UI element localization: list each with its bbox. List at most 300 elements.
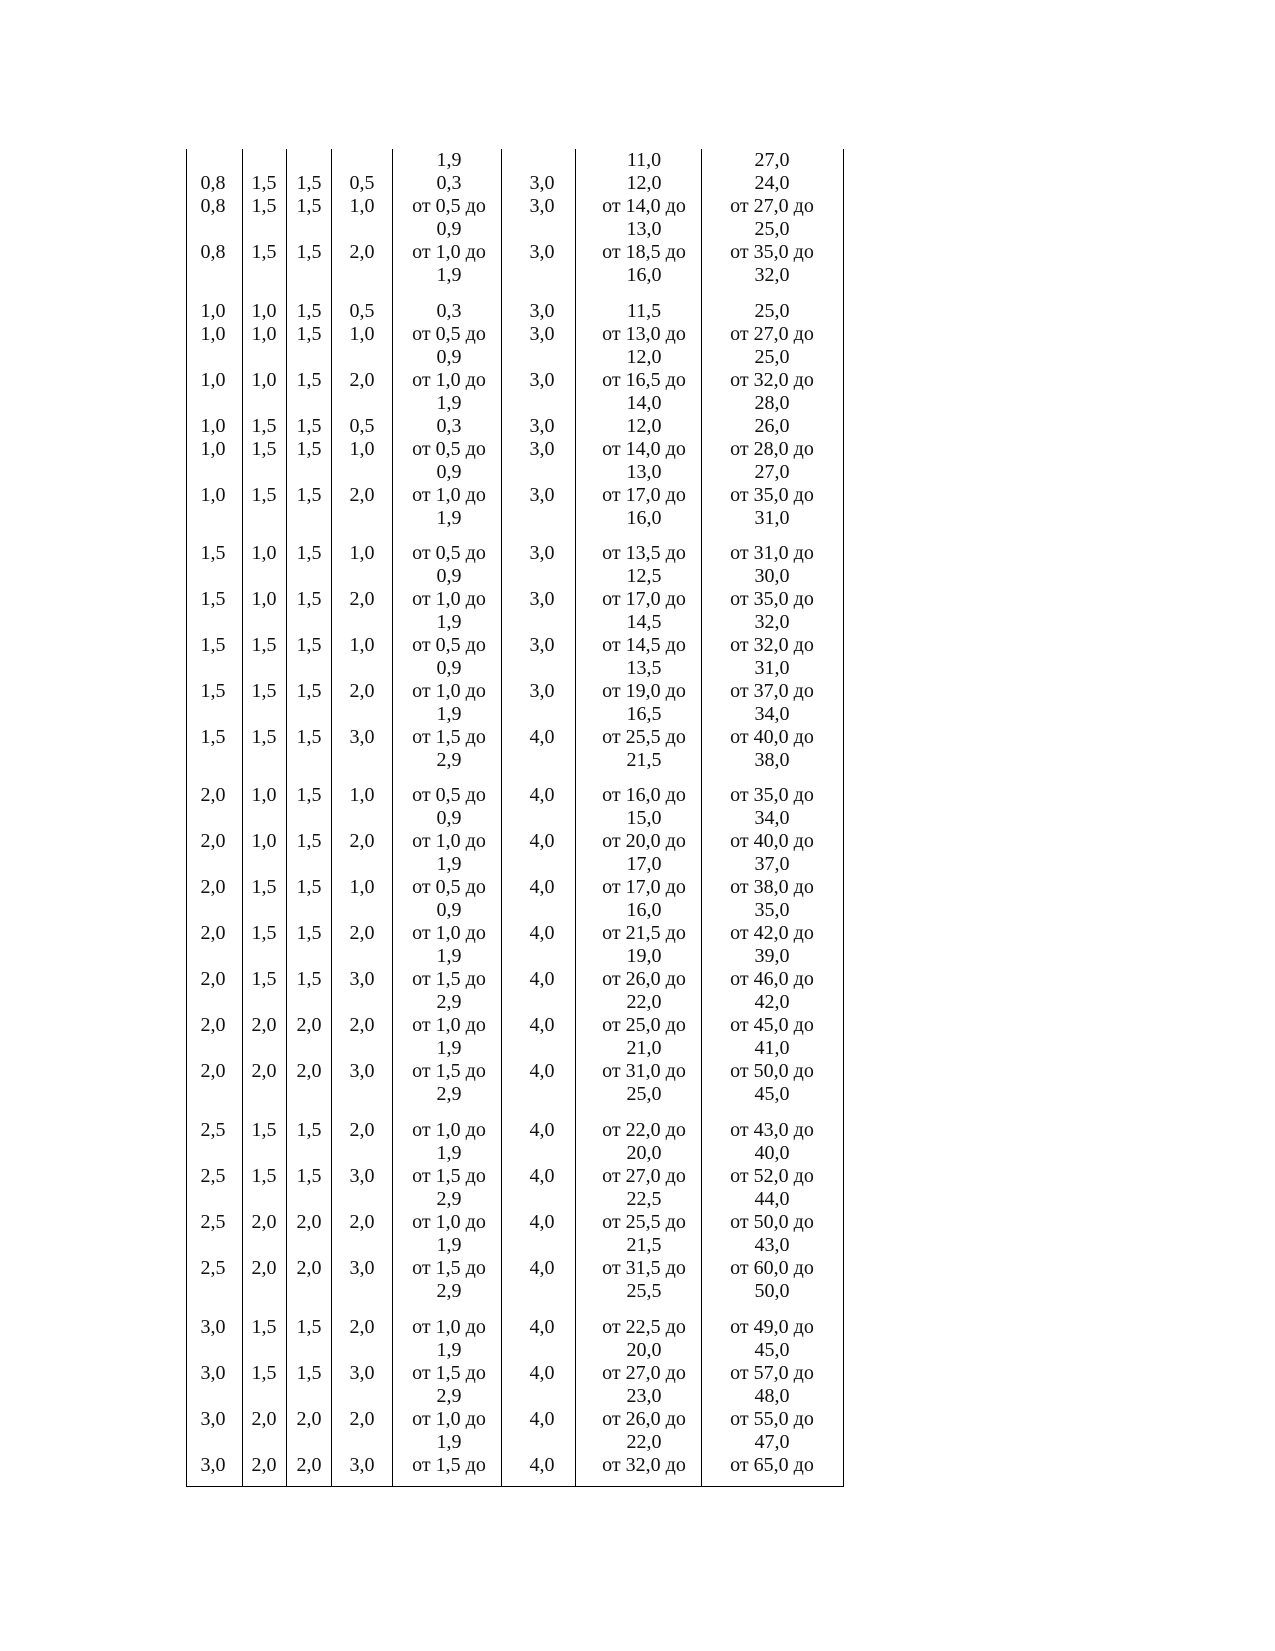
table-cell <box>186 195 240 218</box>
cell-line: 1,5 <box>251 415 277 437</box>
cell-line: от 55,0 до <box>730 1408 814 1430</box>
table-cell <box>289 172 329 195</box>
cell-line: 1,5 <box>200 680 226 702</box>
cell-line: 1,9 <box>436 149 462 171</box>
table-cell <box>186 1211 240 1234</box>
table-cell <box>583 1257 705 1303</box>
table-cell <box>186 588 240 611</box>
table-cell <box>244 323 284 346</box>
cell-line: 1,0 <box>349 542 375 564</box>
cell-line: 1,0 <box>200 323 226 345</box>
table-cell <box>583 1060 705 1106</box>
cell-line: 21,5 <box>626 749 662 771</box>
table-cell <box>710 1165 834 1211</box>
cell-line: 2,0 <box>200 784 226 806</box>
table-cell <box>186 968 240 991</box>
cell-line: от 13,5 до <box>602 542 686 564</box>
table-cell <box>710 542 834 588</box>
table-cell <box>710 415 834 438</box>
cell-line: 20,0 <box>626 1339 662 1361</box>
table-cell <box>289 300 329 323</box>
cell-line: 1,0 <box>251 588 277 610</box>
table-cell <box>710 195 834 241</box>
cell-line: от 40,0 до <box>730 830 814 852</box>
cell-line: 1,9 <box>436 1234 462 1256</box>
table-cell <box>334 1165 390 1188</box>
table-cell <box>710 922 834 968</box>
cell-line: 11,5 <box>626 300 662 322</box>
cell-line: 1,5 <box>251 922 277 944</box>
table-cell <box>334 323 390 346</box>
table-cell <box>334 300 390 323</box>
cell-line: от 1,0 до <box>412 1211 486 1233</box>
cell-line: 2,9 <box>436 1083 462 1105</box>
cell-line: 25,5 <box>626 1280 662 1302</box>
cell-line: 1,5 <box>251 1119 277 1141</box>
cell-line: 34,0 <box>754 703 790 725</box>
cell-line: 2,0 <box>200 876 226 898</box>
cell-line: 1,0 <box>349 323 375 345</box>
cell-line: 2,5 <box>200 1119 226 1141</box>
table-cell <box>394 1408 504 1454</box>
table-cell <box>186 1119 240 1142</box>
table-cell <box>289 1454 329 1477</box>
cell-line: 1,0 <box>251 369 277 391</box>
table-cell <box>507 634 577 657</box>
cell-line: 4,0 <box>529 1060 555 1082</box>
cell-line: 2,0 <box>349 1014 375 1036</box>
cell-line: 32,0 <box>754 264 790 286</box>
cell-line: от 16,5 до <box>602 369 686 391</box>
table-cell <box>507 876 577 899</box>
table-cell <box>289 784 329 807</box>
cell-line: 13,5 <box>626 657 662 679</box>
cell-line: 2,5 <box>200 1165 226 1187</box>
cell-line: 1,5 <box>251 172 277 194</box>
cell-line: 2,0 <box>251 1408 277 1430</box>
cell-line: 1,5 <box>251 241 277 263</box>
cell-line: 1,0 <box>200 484 226 506</box>
cell-line: от 37,0 до <box>730 680 814 702</box>
table-cell <box>583 680 705 726</box>
table-cell <box>583 968 705 1014</box>
cell-line: 44,0 <box>754 1188 790 1210</box>
table-cell <box>710 968 834 1014</box>
cell-line: от 40,0 до <box>730 726 814 748</box>
cell-line: 1,5 <box>296 784 322 806</box>
cell-line: 0,9 <box>436 657 462 679</box>
table-cell <box>289 1257 329 1280</box>
table-cell <box>289 195 329 218</box>
table-cell <box>244 415 284 438</box>
table-cell <box>186 323 240 346</box>
cell-line: от 27,0 до <box>602 1165 686 1187</box>
cell-line: 39,0 <box>754 945 790 967</box>
cell-line: 4,0 <box>529 968 555 990</box>
table-cell <box>507 1454 577 1477</box>
table-cell <box>186 1316 240 1339</box>
table-cell <box>334 172 390 195</box>
cell-line: от 1,5 до <box>412 726 486 748</box>
cell-line: 40,0 <box>754 1142 790 1164</box>
table-cell <box>710 241 834 287</box>
table-cell <box>394 922 504 968</box>
table-cell <box>186 876 240 899</box>
table-cell <box>394 369 504 415</box>
cell-line: 3,0 <box>529 172 555 194</box>
table-cell <box>289 588 329 611</box>
table-cell <box>583 876 705 922</box>
cell-line: от 27,0 до <box>602 1362 686 1384</box>
table-cell <box>583 438 705 484</box>
cell-line: 1,9 <box>436 1339 462 1361</box>
cell-line: 1,9 <box>436 264 462 286</box>
table-cell <box>334 195 390 218</box>
cell-line: от 31,5 до <box>602 1257 686 1279</box>
table-cell <box>710 438 834 484</box>
cell-line: от 22,0 до <box>602 1119 686 1141</box>
cell-line: 24,0 <box>754 172 790 194</box>
cell-line: 3,0 <box>529 195 555 217</box>
cell-line: 12,0 <box>626 415 662 437</box>
table-cell <box>244 241 284 264</box>
table-cell <box>334 1060 390 1083</box>
table-cell <box>186 1060 240 1083</box>
cell-line: от 1,0 до <box>412 369 486 391</box>
table-cell <box>334 1014 390 1037</box>
cell-line: 3,0 <box>529 542 555 564</box>
table-cell <box>394 1060 504 1106</box>
cell-line: 4,0 <box>529 1408 555 1430</box>
cell-line: 2,0 <box>296 1454 322 1476</box>
cell-line: 1,0 <box>251 830 277 852</box>
cell-line: 2,0 <box>349 1119 375 1141</box>
cell-line: от 0,5 до <box>412 784 486 806</box>
cell-line: от 46,0 до <box>730 968 814 990</box>
cell-line: 2,0 <box>251 1454 277 1476</box>
table-cell <box>289 830 329 853</box>
cell-line: 3,0 <box>529 680 555 702</box>
table-cell <box>244 634 284 657</box>
cell-line: 1,0 <box>200 300 226 322</box>
table-cell <box>507 784 577 807</box>
cell-line: 34,0 <box>754 807 790 829</box>
cell-line: 1,5 <box>296 830 322 852</box>
cell-line: от 28,0 до <box>730 438 814 460</box>
cell-line: от 1,0 до <box>412 1119 486 1141</box>
cell-line: 0,9 <box>436 899 462 921</box>
table-cell <box>186 680 240 703</box>
cell-line: от 60,0 до <box>730 1257 814 1279</box>
cell-line: 50,0 <box>754 1280 790 1302</box>
table-cell <box>244 1119 284 1142</box>
table-cell <box>244 784 284 807</box>
cell-line: 41,0 <box>754 1037 790 1059</box>
table-cell <box>186 726 240 749</box>
cell-line: 27,0 <box>754 461 790 483</box>
table-cell <box>334 484 390 507</box>
table-cell <box>334 830 390 853</box>
table-cell <box>186 1014 240 1037</box>
table-cell <box>710 830 834 876</box>
cell-line: от 32,0 до <box>730 369 814 391</box>
cell-line: 1,5 <box>296 195 322 217</box>
cell-line: 1,5 <box>296 1362 322 1384</box>
cell-line: 19,0 <box>626 945 662 967</box>
table-cell <box>507 1014 577 1037</box>
cell-line: от 0,5 до <box>412 323 486 345</box>
cell-line: 2,5 <box>200 1257 226 1279</box>
cell-line: 1,5 <box>296 415 322 437</box>
cell-line: 13,0 <box>626 461 662 483</box>
cell-line: 1,5 <box>296 968 322 990</box>
cell-line: от 32,0 до <box>730 634 814 656</box>
cell-line: от 1,5 до <box>412 1165 486 1187</box>
cell-line: 1,5 <box>296 1316 322 1338</box>
cell-line: 3,0 <box>200 1316 226 1338</box>
cell-line: от 32,0 до <box>602 1454 686 1476</box>
cell-line: 1,9 <box>436 392 462 414</box>
cell-line: от 1,0 до <box>412 830 486 852</box>
table-cell <box>507 438 577 461</box>
table-cell <box>507 1257 577 1280</box>
table-cell <box>186 438 240 461</box>
table-cell <box>244 300 284 323</box>
table-cell <box>394 588 504 634</box>
cell-line: от 26,0 до <box>602 968 686 990</box>
table-cell <box>289 1165 329 1188</box>
table-cell <box>710 323 834 369</box>
cell-line: 1,0 <box>251 323 277 345</box>
table-cell <box>244 195 284 218</box>
cell-line: 2,0 <box>349 369 375 391</box>
cell-line: 1,9 <box>436 611 462 633</box>
table-cell <box>186 634 240 657</box>
table-cell <box>583 484 705 530</box>
cell-line: 23,0 <box>626 1385 662 1407</box>
table-cell <box>289 484 329 507</box>
table-cell <box>583 300 705 323</box>
cell-line: от 65,0 до <box>730 1454 814 1476</box>
cell-line: 1,5 <box>251 634 277 656</box>
table-cell <box>394 1454 504 1477</box>
cell-line: 38,0 <box>754 749 790 771</box>
cell-line: 14,5 <box>626 611 662 633</box>
cell-line: 1,5 <box>296 300 322 322</box>
table-cell <box>289 438 329 461</box>
cell-line: 22,5 <box>626 1188 662 1210</box>
cell-line: от 1,0 до <box>412 1014 486 1036</box>
cell-line: 42,0 <box>754 991 790 1013</box>
cell-line: от 21,5 до <box>602 922 686 944</box>
cell-line: 2,0 <box>251 1014 277 1036</box>
cell-line: 2,0 <box>296 1060 322 1082</box>
cell-line: 11,0 <box>626 149 662 171</box>
cell-line: 2,0 <box>349 1211 375 1233</box>
table-cell <box>394 634 504 680</box>
cell-line: 21,0 <box>626 1037 662 1059</box>
cell-line: от 14,5 до <box>602 634 686 656</box>
table-cell <box>244 172 284 195</box>
table-cell <box>710 1257 834 1303</box>
cell-line: 3,0 <box>529 415 555 437</box>
table-cell <box>710 1014 834 1060</box>
cell-line: 3,0 <box>349 1165 375 1187</box>
cell-line: 1,5 <box>296 1165 322 1187</box>
cell-line: 4,0 <box>529 1014 555 1036</box>
cell-line: 0,8 <box>200 195 226 217</box>
cell-line: от 25,5 до <box>602 726 686 748</box>
cell-line: 3,0 <box>529 300 555 322</box>
table-cell <box>244 1165 284 1188</box>
cell-line: 1,5 <box>296 680 322 702</box>
cell-line: от 27,0 до <box>730 195 814 217</box>
column-divider <box>286 149 287 1487</box>
table-cell <box>334 588 390 611</box>
table-cell <box>186 300 240 323</box>
cell-line: 1,5 <box>251 1316 277 1338</box>
cell-line: 1,5 <box>296 323 322 345</box>
cell-line: 3,0 <box>349 1454 375 1476</box>
table-cell <box>186 415 240 438</box>
cell-line: 35,0 <box>754 899 790 921</box>
cell-line: 3,0 <box>529 634 555 656</box>
table-cell <box>334 1408 390 1431</box>
cell-line: 30,0 <box>754 565 790 587</box>
table-cell <box>186 922 240 945</box>
table-cell <box>334 369 390 392</box>
table-cell <box>710 876 834 922</box>
cell-line: от 13,0 до <box>602 323 686 345</box>
table-cell <box>186 1165 240 1188</box>
table-cell <box>710 634 834 680</box>
table-cell <box>507 1211 577 1234</box>
cell-line: 2,0 <box>200 1060 226 1082</box>
table-cell <box>186 1362 240 1385</box>
cell-line: от 0,5 до <box>412 195 486 217</box>
table-cell <box>583 922 705 968</box>
table-cell <box>394 830 504 876</box>
cell-line: от 0,5 до <box>412 438 486 460</box>
cell-line: 1,0 <box>251 784 277 806</box>
cell-line: 3,0 <box>200 1408 226 1430</box>
cell-line: от 1,5 до <box>412 1257 486 1279</box>
table-cell <box>507 241 577 264</box>
cell-line: 3,0 <box>529 438 555 460</box>
table-cell <box>244 1257 284 1280</box>
cell-line: 1,9 <box>436 1037 462 1059</box>
table-cell <box>507 726 577 749</box>
cell-line: 1,0 <box>200 438 226 460</box>
table-cell <box>334 1119 390 1142</box>
cell-line: 2,0 <box>200 1014 226 1036</box>
cell-line: от 45,0 до <box>730 1014 814 1036</box>
cell-line: 2,0 <box>251 1257 277 1279</box>
table-cell <box>507 1408 577 1431</box>
table-cell <box>394 172 504 195</box>
cell-line: 0,8 <box>200 241 226 263</box>
cell-line: от 35,0 до <box>730 588 814 610</box>
cell-line: от 17,0 до <box>602 876 686 898</box>
cell-line: 2,0 <box>251 1060 277 1082</box>
table-cell <box>186 1257 240 1280</box>
table-cell <box>244 542 284 565</box>
table-cell <box>334 1454 390 1477</box>
cell-line: 1,5 <box>296 1119 322 1141</box>
table-cell <box>507 542 577 565</box>
table-cell <box>507 680 577 703</box>
cell-line: 4,0 <box>529 726 555 748</box>
cell-line: от 17,0 до <box>602 588 686 610</box>
table-cell <box>289 1119 329 1142</box>
table-cell <box>583 323 705 369</box>
cell-line: 1,5 <box>251 968 277 990</box>
column-divider <box>575 149 576 1487</box>
table-cell <box>583 241 705 287</box>
cell-line: 1,0 <box>251 542 277 564</box>
table-cell <box>244 1211 284 1234</box>
table-cell <box>583 726 705 772</box>
cell-line: 3,0 <box>349 1060 375 1082</box>
table-cell <box>394 241 504 287</box>
cell-line: 31,0 <box>754 657 790 679</box>
table-cell <box>710 149 834 172</box>
cell-line: 3,0 <box>349 726 375 748</box>
cell-line: 47,0 <box>754 1431 790 1453</box>
cell-line: 2,0 <box>349 1316 375 1338</box>
cell-line: от 49,0 до <box>730 1316 814 1338</box>
cell-line: 0,8 <box>200 172 226 194</box>
cell-line: 25,0 <box>754 218 790 240</box>
cell-line: 2,0 <box>349 830 375 852</box>
cell-line: от 0,5 до <box>412 542 486 564</box>
cell-line: 43,0 <box>754 1234 790 1256</box>
cell-line: 1,0 <box>349 876 375 898</box>
cell-line: от 16,0 до <box>602 784 686 806</box>
table-cell <box>710 1211 834 1257</box>
cell-line: 1,0 <box>349 634 375 656</box>
cell-line: от 25,0 до <box>602 1014 686 1036</box>
cell-line: 4,0 <box>529 1454 555 1476</box>
cell-line: от 25,5 до <box>602 1211 686 1233</box>
cell-line: 45,0 <box>754 1339 790 1361</box>
table-cell <box>289 241 329 264</box>
table-cell <box>394 968 504 1014</box>
cell-line: 22,0 <box>626 991 662 1013</box>
table-cell <box>244 876 284 899</box>
cell-line: от 43,0 до <box>730 1119 814 1141</box>
cell-line: 2,9 <box>436 1385 462 1407</box>
column-divider <box>392 149 393 1487</box>
table-cell <box>507 968 577 991</box>
cell-line: 1,5 <box>200 588 226 610</box>
cell-line: 1,5 <box>251 1362 277 1384</box>
table-cell <box>394 1316 504 1362</box>
table-cell <box>334 680 390 703</box>
table-cell <box>507 484 577 507</box>
cell-line: 0,9 <box>436 218 462 240</box>
table-cell <box>289 1362 329 1385</box>
table-cell <box>334 1316 390 1339</box>
table-cell <box>334 726 390 749</box>
cell-line: 0,3 <box>436 172 462 194</box>
table-cell <box>583 1014 705 1060</box>
cell-line: 0,9 <box>436 565 462 587</box>
table-cell <box>710 300 834 323</box>
cell-line: 0,3 <box>436 415 462 437</box>
cell-line: 2,0 <box>349 680 375 702</box>
table-cell <box>583 1119 705 1165</box>
